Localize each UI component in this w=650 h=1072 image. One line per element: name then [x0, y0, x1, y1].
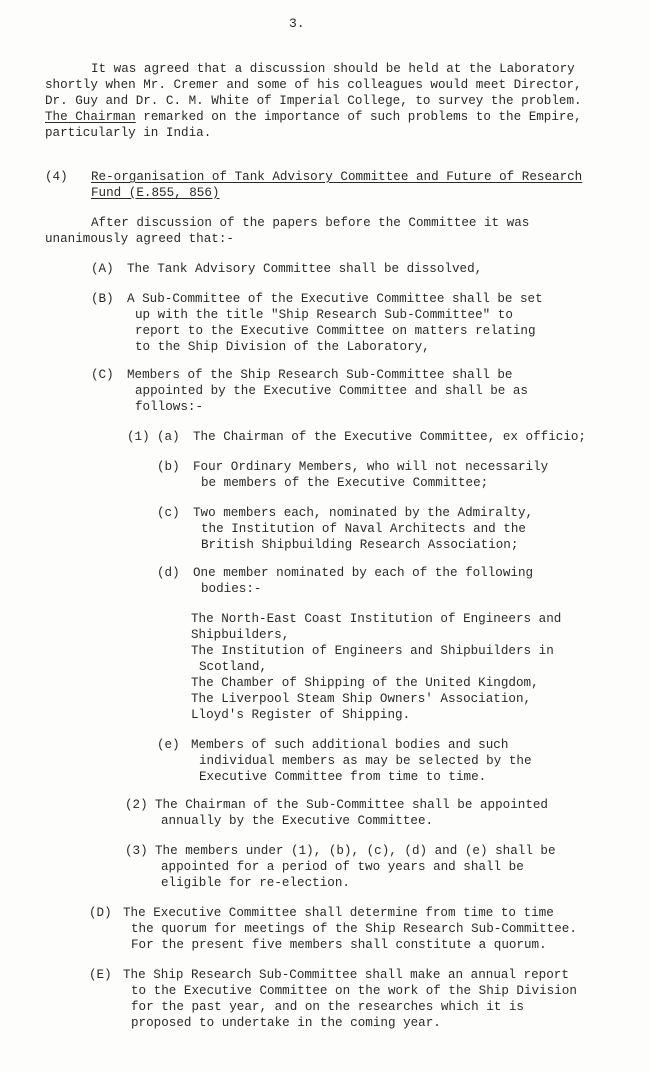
item-e-text: The Ship Research Sub-Committee shall make an annual report: [123, 968, 569, 982]
item-b-text: report to the Executive Committee on matters relating: [135, 324, 536, 338]
c1d-text: bodies:-: [201, 582, 262, 596]
body-name: Scotland,: [199, 660, 268, 674]
body-name: The North-East Coast Institution of Engineers and: [191, 612, 562, 626]
c1b-text: Four Ordinary Members, who will not necessarily: [193, 460, 549, 474]
body-name: Lloyd's Register of Shipping.: [191, 708, 411, 722]
item-e-text: to the Executive Committee on the work of the Ship Division: [131, 984, 577, 998]
item-b-text: to the Ship Division of the Laboratory,: [135, 340, 430, 354]
item-label: (B): [91, 292, 114, 306]
c2-text: The Chairman of the Sub-Committee shall be appointed: [155, 798, 548, 812]
item-label: (C): [91, 368, 114, 382]
body-name: The Chamber of Shipping of the United Kingdom,: [191, 676, 539, 690]
c1e-text: Executive Committee from time to time.: [199, 770, 487, 784]
subitem-label: (a): [157, 430, 180, 444]
item-label: (E): [89, 968, 112, 982]
item-e-text: proposed to undertake in the coming year.: [131, 1016, 441, 1030]
subitem-label: (b): [157, 460, 180, 474]
section-heading: Fund (E.855, 856): [91, 186, 220, 200]
item-d-text: the quorum for meetings of the Ship Research Sub-Committee.: [131, 922, 577, 936]
item-b-text: A Sub-Committee of the Executive Committee shall be set: [127, 292, 543, 306]
subitem-label: (3): [125, 844, 148, 858]
intro-line: It was agreed that a discussion should be held at the Laboratory: [91, 62, 575, 76]
intro-line: particularly in India.: [45, 126, 212, 140]
intro-line-text: remarked on the importance of such problems to the Empire,: [143, 110, 582, 124]
c1d-text: One member nominated by each of the following: [193, 566, 534, 580]
item-d-text: For the present five members shall constitute a quorum.: [131, 938, 547, 952]
item-c-text: follows:-: [135, 400, 204, 414]
item-a-text: The Tank Advisory Committee shall be dissolved,: [127, 262, 483, 276]
intro-line: [45, 110, 582, 125]
intro-line: shortly when Mr. Cremer and some of his colleagues would meet Director,: [45, 78, 582, 92]
subitem-label: (e): [157, 738, 180, 752]
body-name: The Liverpool Steam Ship Owners' Association,: [191, 692, 532, 706]
item-label: (D): [89, 906, 112, 920]
agreed-line: After discussion of the papers before the Committee it was: [91, 216, 530, 230]
intro-line: Dr. Guy and Dr. C. M. White of Imperial College, to survey the problem.: [45, 94, 582, 108]
section-number: (4): [45, 170, 68, 184]
c2-text: annually by the Executive Committee.: [161, 814, 434, 828]
c1e-text: individual members as may be selected by the: [199, 754, 532, 768]
c1b-text: be members of the Executive Committee;: [201, 476, 489, 490]
item-b-text: up with the title "Ship Research Sub-Committee" to: [135, 308, 513, 322]
c1a-text: The Chairman of the Executive Committee, ex officio;: [193, 430, 586, 444]
agreed-line: unanimously agreed that:-: [45, 232, 234, 246]
item-label: (A): [91, 262, 114, 276]
c3-text: eligible for re-election.: [161, 876, 350, 890]
c3-text: The members under (1), (b), (c), (d) and (e) shall be: [155, 844, 556, 858]
chairman-underlined: The Chairman: [45, 110, 136, 124]
c3-text: appointed for a period of two years and shall be: [161, 860, 524, 874]
subitem-label: (c): [157, 506, 180, 520]
body-name: The Institution of Engineers and Shipbuilders in: [191, 644, 554, 658]
c1e-text: Members of such additional bodies and such: [191, 738, 509, 752]
item-e-text: for the past year, and on the researches which it is: [131, 1000, 524, 1014]
section-heading: Re-organisation of Tank Advisory Committee and Future of Research: [91, 170, 583, 184]
item-c-text: Members of the Ship Research Sub-Committee shall be: [127, 368, 513, 382]
c1c-text: Two members each, nominated by the Admiralty,: [193, 506, 534, 520]
page-number: 3.: [289, 16, 305, 31]
c1c-text: the Institution of Naval Architects and the: [201, 522, 526, 536]
item-c-text: appointed by the Executive Committee and shall be as: [135, 384, 528, 398]
c1c-text: British Shipbuilding Research Association;: [201, 538, 519, 552]
body-name: Shipbuilders,: [191, 628, 290, 642]
subitem-label: (1): [127, 430, 150, 444]
subitem-label: (d): [157, 566, 180, 580]
item-d-text: The Executive Committee shall determine from time to time: [123, 906, 554, 920]
subitem-label: (2): [125, 798, 148, 812]
